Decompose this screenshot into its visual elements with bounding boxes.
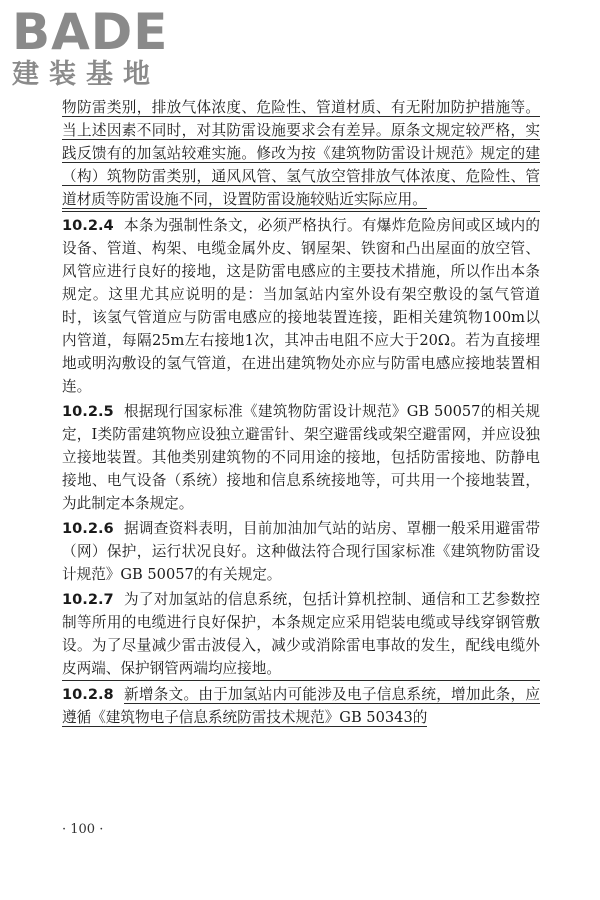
section-number: 10.2.4 <box>62 217 114 234</box>
divider <box>62 211 540 212</box>
section-text: 为了对加氢站的信息系统，包括计算机控制、通信和工艺参数控制等所用的电缆进行良好保护，本条规定应采用铠装电缆或导线穿钢管敷设。为了尽量减少雷击波侵入，减少或消除雷电事故的发生，配线电缆外皮两端、保护钢管两端均应接地。 <box>62 591 540 677</box>
section-number: 10.2.5 <box>62 403 114 420</box>
section-10-2-6 <box>62 517 540 586</box>
page-number: · 100 · <box>62 822 104 837</box>
bade-logo <box>12 3 182 92</box>
section-number: 10.2.6 <box>62 520 114 537</box>
section-text: 据调查资料表明，目前加油加气站的站房、罩棚一般采用避雷带（网）保护，运行状况良好。这种做法符合现行国家标准《建筑物防雷设计规范》GB 50057的有关规定。 <box>62 520 540 583</box>
divider <box>62 680 540 681</box>
section-10-2-8 <box>62 683 540 729</box>
section-text: 新增条文。由于加氢站内可能涉及电子信息系统，增加此条，应遵循《建筑物电子信息系统防雷技术规范》GB 50343的 <box>62 686 540 726</box>
section-text: 本条为强制性条文，必须严格执行。有爆炸危险房间或区域内的设备、管道、构架、电缆金属外皮、钢屋架、铁窗和凸出屋面的放空管、风管应进行良好的接地，这是防雷电感应的主要技术措施，所以作出本条规定。这里尤其应说明的是：当加氢站内室外设有架空敷设的氢气管道时，该氢气管道应与防雷电感应的接地装置连接，距相关建筑物100m以内管道，每隔25m左右接地1次，其冲击电阻不应大于20Ω。若为直接埋地或明沟敷设的氢气管道，在进出建筑物处亦应与防雷电感应接地装置相连。 <box>62 217 540 395</box>
logo-wordmark: BADE <box>12 3 169 61</box>
intro-paragraph <box>62 96 540 211</box>
page-body <box>62 96 540 729</box>
section-10-2-4 <box>62 214 540 398</box>
section-number: 10.2.7 <box>62 591 114 608</box>
section-text: 根据现行国家标准《建筑物防雷设计规范》GB 50057的相关规定，Ⅰ类防雷建筑物应设独立避雷针、架空避雷线或架空避雷网，并应设独立接地装置。其他类别建筑物的不同用途的接地，包括防雷接地、防静电接地、电气设备（系统）接地和信息系统接地等，可共用一个接地装置，为此制定本条规定。 <box>62 403 540 512</box>
section-number: 10.2.8 <box>62 686 114 703</box>
section-10-2-7 <box>62 588 540 680</box>
intro-text: 物防雷类别，排放气体浓度、危险性、管道材质、有无附加防护措施等。当上述因素不同时，对其防雷设施要求会有差异。原条文规定较严格，实践反馈有的加氢站较难实施。修改为按《建筑物防雷设计规范》规定的建（构）筑物防雷类别，通风风管、氢气放空管排放气体浓度、危险性、管道材质等防雷设施不同，设置防雷设施较贴近实际应用。 <box>62 99 540 208</box>
section-10-2-5 <box>62 400 540 515</box>
logo-subtitle: 建装基地 <box>12 59 160 90</box>
